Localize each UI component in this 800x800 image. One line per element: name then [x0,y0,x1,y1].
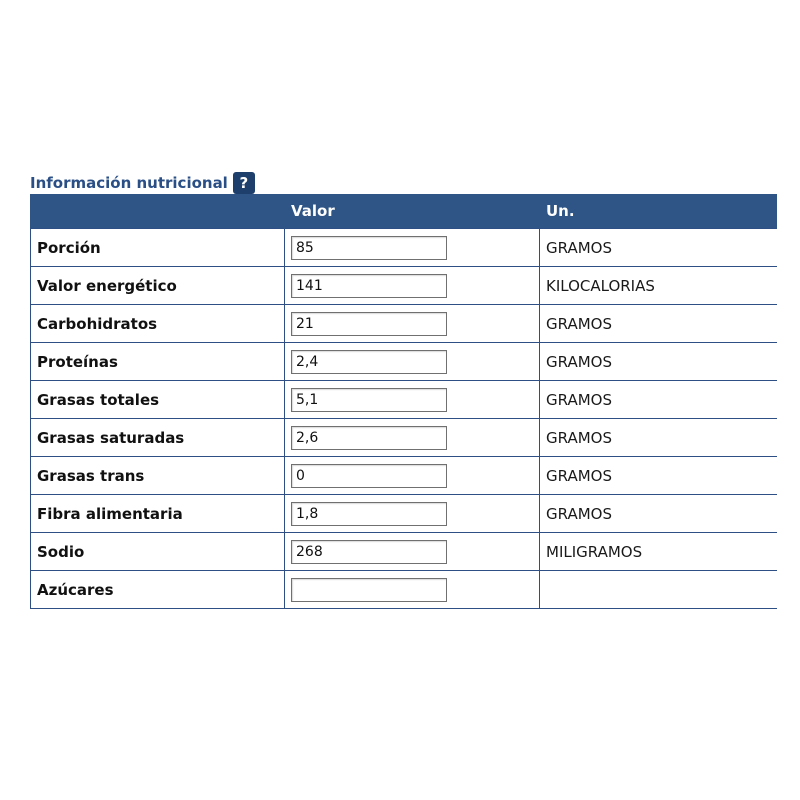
table-row [31,533,777,571]
value-cell [285,343,540,381]
nutrient-value-input[interactable] [291,502,447,526]
nutrient-unit: GRAMOS [540,229,777,267]
nutrient-label: Proteínas [31,343,285,381]
nutrient-value-input[interactable] [291,578,447,602]
nutrient-value-input[interactable] [291,540,447,564]
nutrient-unit: GRAMOS [540,495,777,533]
table-row [31,495,777,533]
value-cell [285,229,540,267]
section-header [30,168,776,194]
column-header-unit: Un. [540,194,777,229]
value-cell [285,419,540,457]
nutrient-unit: GRAMOS [540,419,777,457]
nutrient-label: Valor energético [31,267,285,305]
value-cell [285,533,540,571]
nutrient-unit: GRAMOS [540,381,777,419]
nutrient-label: Grasas saturadas [31,419,285,457]
value-cell [285,267,540,305]
nutrient-value-input[interactable] [291,274,447,298]
table-row [31,419,777,457]
nutrient-label: Porción [31,229,285,267]
nutrition-panel [30,168,776,609]
nutrient-label: Grasas trans [31,457,285,495]
nutrient-value-input[interactable] [291,426,447,450]
nutrient-value-input[interactable] [291,312,447,336]
nutrient-unit [540,571,777,609]
nutrient-value-input[interactable] [291,236,447,260]
table-row [31,571,777,609]
table-row [31,457,777,495]
column-header-name [31,194,285,229]
nutrient-label: Fibra alimentaria [31,495,285,533]
table-row [31,343,777,381]
nutrient-label: Sodio [31,533,285,571]
nutrient-label: Azúcares [31,571,285,609]
nutrition-table [30,194,777,609]
nutrient-label: Grasas totales [31,381,285,419]
nutrient-value-input[interactable] [291,388,447,412]
nutrient-label: Carbohidratos [31,305,285,343]
value-cell [285,457,540,495]
nutrient-unit: MILIGRAMOS [540,533,777,571]
table-row [31,305,777,343]
section-title: Información nutricional [30,174,228,192]
value-cell [285,571,540,609]
nutrient-unit: KILOCALORIAS [540,267,777,305]
value-cell [285,305,540,343]
nutrient-unit: GRAMOS [540,457,777,495]
table-row [31,229,777,267]
nutrient-value-input[interactable] [291,350,447,374]
column-header-value: Valor [285,194,540,229]
value-cell [285,495,540,533]
table-header-row [31,194,777,229]
value-cell [285,381,540,419]
table-row [31,381,777,419]
nutrient-value-input[interactable] [291,464,447,488]
table-row [31,267,777,305]
nutrient-unit: GRAMOS [540,343,777,381]
nutrient-unit: GRAMOS [540,305,777,343]
help-icon[interactable]: ? [233,172,255,194]
